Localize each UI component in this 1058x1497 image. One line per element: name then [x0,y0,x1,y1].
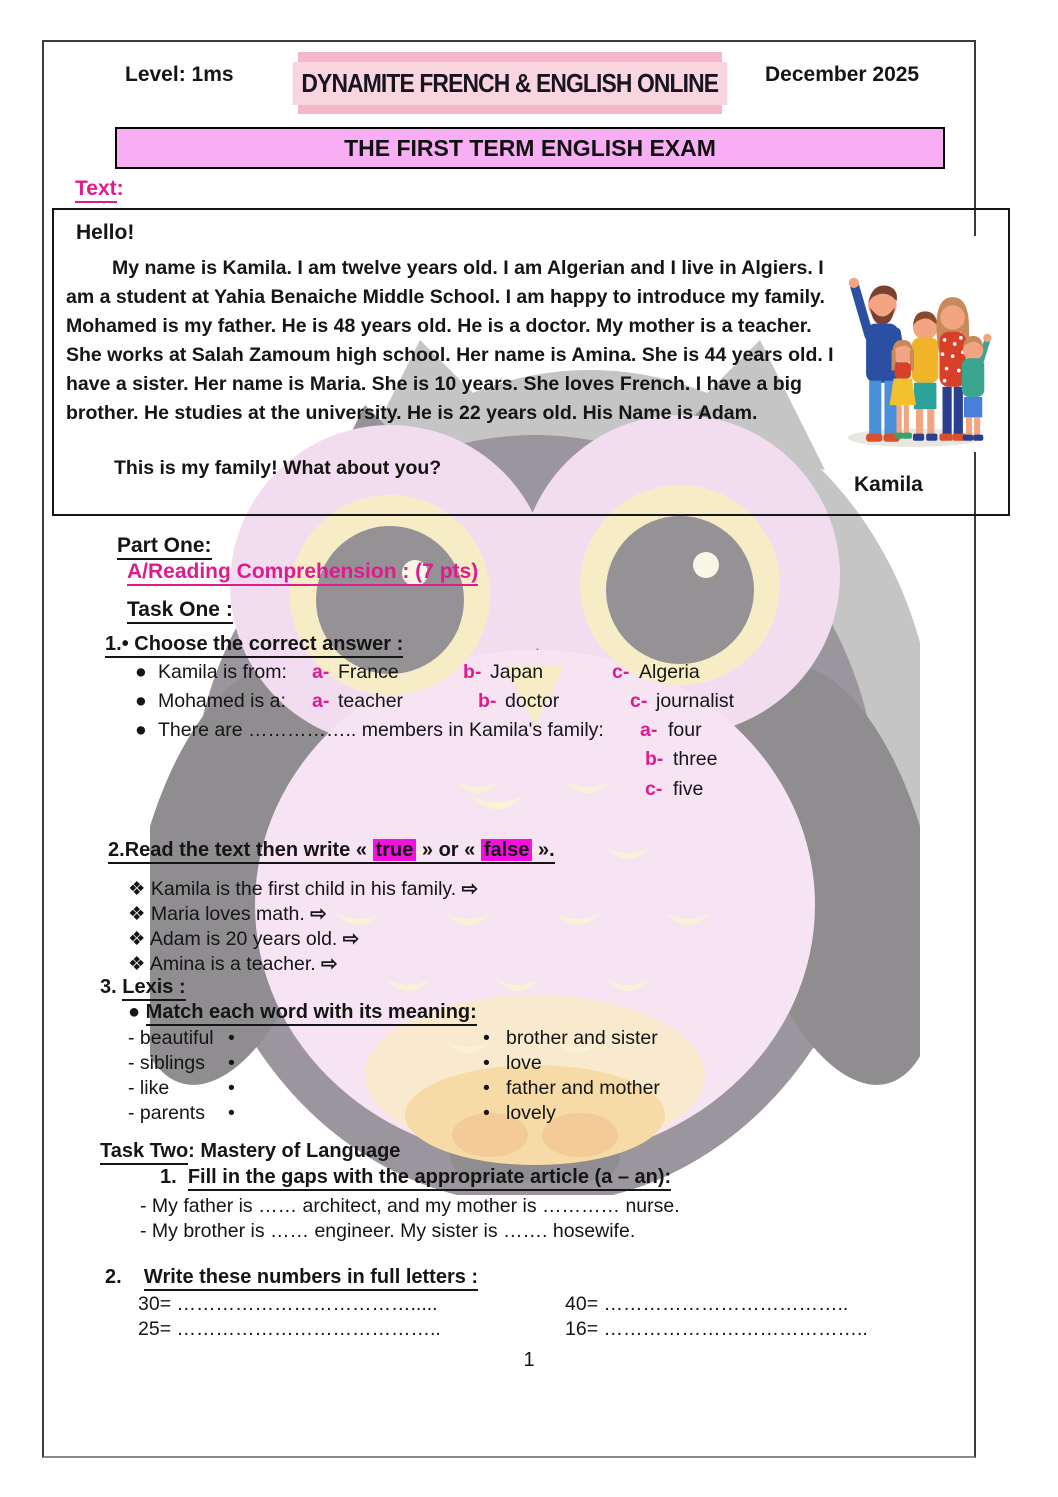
diamond-bullet-icon: ❖ [128,928,146,950]
numbers-row: 25= ………………………………….. 16= ………………………………….. [138,1318,868,1340]
brand-banner [298,52,722,114]
answer-line: ………………………………….. [603,1318,868,1340]
match-row: - parents • • lovely [128,1102,556,1124]
true-highlight: true [373,839,417,861]
exam-title: THE FIRST TERM ENGLISH EXAM [344,134,716,161]
arrow-icon: ⇨ [342,928,360,950]
q1-row-3: ● There are …………….. members in Kamila's family: a- four [135,719,702,741]
bullet-icon: ● [135,661,147,683]
match-dot-icon: • [228,1027,235,1049]
q1-row-3b: b- three [645,748,718,770]
greeting: Hello! [76,221,135,244]
diamond-bullet-icon: ❖ [128,878,146,900]
numbers-row: 30= ………………………………..... 40= ……………………………….. [138,1293,849,1315]
q3-title: 3. Lexis : [100,975,186,1000]
tf-item: ❖ Maria loves math. ⇨ [128,903,327,925]
task-two-title: Task Two: Mastery of Language [100,1139,400,1164]
fill-gaps-line: - My father is …… architect, and my mother is ………… nurse. [140,1195,680,1217]
match-dot-icon: • [483,1102,490,1124]
task-one-title: Task One : [127,597,233,622]
match-dot-icon: • [483,1027,490,1049]
tf-item: ❖ Amina is a teacher. ⇨ [128,953,338,975]
q1-title: 1.• Choose the correct answer : [105,632,403,657]
brand-title: DYNAMITE FRENCH & ENGLISH ONLINE [293,62,727,105]
q1-row-3c: c- five [645,778,704,800]
bullet-icon: ● [135,719,147,741]
exam-title-banner [115,127,945,169]
reading-closing: This is my family! What about you? [114,457,442,479]
q2-title: 2.Read the text then write « true » or « false ». [108,838,555,863]
family-illustration [838,236,992,452]
page-number: 1 [523,1349,535,1371]
reading-comprehension-title: A/Reading Comprehension : (7 pts) [127,559,478,584]
answer-line: ………………………………….. [176,1318,441,1340]
match-dot-icon: • [228,1052,235,1074]
false-highlight: false [481,839,533,861]
bullet-icon: ● [128,1001,141,1023]
arrow-icon: ⇨ [321,953,338,975]
match-row: - siblings • • love [128,1052,542,1074]
match-dot-icon: • [228,1077,235,1099]
fill-gaps-line: - My brother is …… engineer. My sister is ……. hosewife. [140,1220,636,1242]
reading-text-box [52,208,1010,516]
q1-row-2: ● Mohamed is a: a- teacher b- doctor c- journalist [135,690,735,712]
part-one-title: Part One: [117,533,212,558]
fill-gaps-title: 1. Fill in the gaps with the appropriate article (a – an): [160,1165,671,1190]
answer-line: ……………………………….. [603,1293,849,1315]
match-row: - like • • father and mother [128,1077,660,1099]
diamond-bullet-icon: ❖ [128,903,146,925]
tf-item: ❖ Adam is 20 years old. ⇨ [128,928,360,950]
answer-line: ………………………………..... [176,1293,438,1315]
match-dot-icon: • [483,1077,490,1099]
q1-row-1: ● Kamila is from: a- France b- Japan c- Algeria [135,661,700,683]
text-label: Text: [75,176,124,201]
level-label: Level: 1ms [125,63,234,86]
arrow-icon: ⇨ [461,878,478,900]
arrow-icon: ⇨ [310,903,327,925]
match-title: ● Match each word with its meaning: [128,1000,477,1025]
date-label: December 2025 [765,63,920,86]
match-dot-icon: • [483,1052,490,1074]
bullet-icon: ● [135,690,147,712]
bullet-icon: • [121,633,129,655]
tf-item: ❖ Kamila is the first child in his family. ⇨ [128,878,478,900]
match-dot-icon: • [228,1102,235,1124]
image-caption: Kamila [854,473,923,496]
diamond-bullet-icon: ❖ [128,953,146,975]
numbers-title: 2. Write these numbers in full letters : [105,1265,478,1290]
match-row: - beautiful • • brother and sister [128,1027,658,1049]
reading-paragraph: My name is Kamila. I am twelve years old. I am Algerian and I live in Algiers. I am a student at Yahia Benaiche Middle School. I am happy to introduce my family. Mohamed is my father. He is 48 years old. He is a doctor. My mother is a teacher. She works at Salah Zamoum high school. Her name is Amina. She is 44 years old. I have a sister. Her name is Maria. She is 10 years. She loves French. I have a big brother. He studies at the university. He is 22 years old. His Name is Adam. [66,257,834,424]
